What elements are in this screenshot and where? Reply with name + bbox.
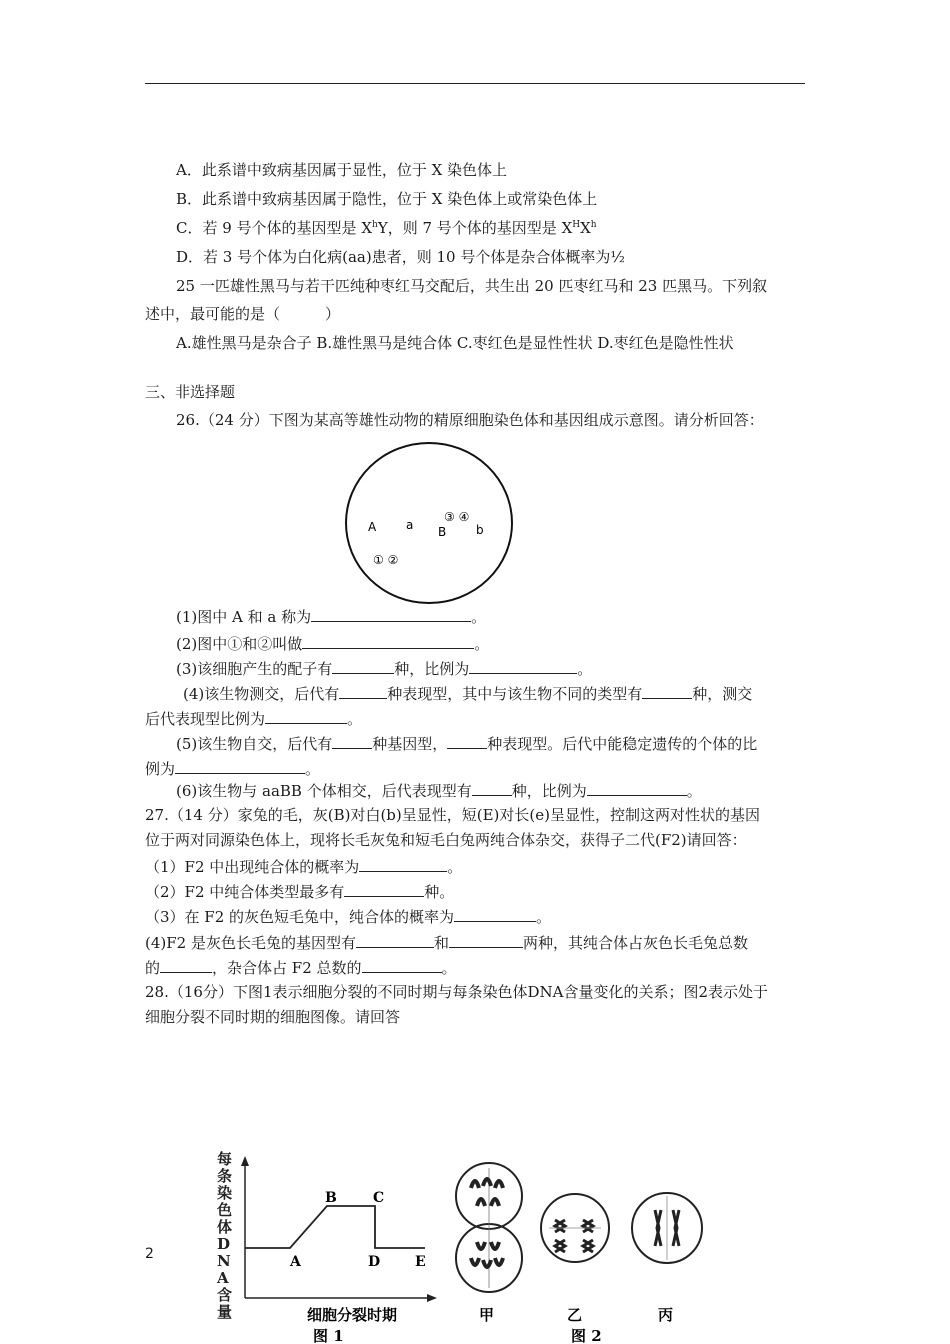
figure-1-caption: 图 1 <box>313 1327 344 1344</box>
y-axis-label-char: 体 <box>217 1218 233 1236</box>
chromosome-3-4-labels: ③ ④ <box>444 510 470 524</box>
q26-stem: 26.（24 分）下图为某高等雄性动物的精原细胞染色体和基因组成示意图。请分析回答： <box>176 411 764 429</box>
y-axis-label <box>216 1150 232 1321</box>
q24-option-d: D．若 3 号个体为白化病(aa)患者，则 10 号个体是杂合体概率为½ <box>176 248 625 266</box>
header-rule <box>145 83 805 84</box>
q27-q3: （3）在 F2 的灰色短毛兔中，纯合体的概率为 。 <box>145 908 552 926</box>
q26-p5: (5)该生物自交，后代有 种基因型， 种表现型。后代中能稳定遗传的个体的比 <box>176 735 758 753</box>
y-axis-label-char: 含 <box>217 1286 233 1304</box>
y-axis-label-char: D <box>217 1235 231 1253</box>
allele-b: b <box>476 523 484 537</box>
chromosome-1-2-labels: ① ② <box>373 553 399 567</box>
dna-content-line <box>245 1206 425 1248</box>
q25-stem-line2: 述中，最可能的是（ ） <box>145 305 341 323</box>
point-A-label: A <box>290 1254 301 1270</box>
q27-stem-line2: 位于两对同源染色体上，现将长毛灰兔和短毛白兔两纯合体杂交，获得子二代(F2)请回答： <box>145 831 747 849</box>
y-axis-label-char: A <box>217 1269 229 1287</box>
point-B-label: B <box>325 1190 337 1206</box>
point-C-label: C <box>373 1190 385 1206</box>
q25-options: A.雄性黑马是杂合子 B.雄性黑马是纯合体 C.枣红色是显性性状 D.枣红色是隐性性状 <box>176 334 734 352</box>
figure-2-cell-bing <box>632 1193 702 1324</box>
q24-option-b: B．此系谱中致病基因属于隐性，位于 X 染色体上或常染色体上 <box>176 190 598 208</box>
x-axis-arrow <box>427 1294 437 1302</box>
cell-jia-label: 甲 <box>479 1306 495 1324</box>
sperm-cell-diagram <box>343 440 519 606</box>
q26-p5-cont: 例为 。 <box>145 760 321 778</box>
y-axis-label-char: 量 <box>217 1303 233 1321</box>
q27-q2: （2）F2 中纯合体类型最多有 种。 <box>145 883 455 901</box>
q26-p2: (2)图中①和②叫做 。 <box>176 635 490 653</box>
y-axis-label-char: 每 <box>217 1150 233 1168</box>
figure-2-cell-yi <box>541 1194 609 1324</box>
q25-stem-line1: 25 一匹雄性黑马与若干匹纯种枣红马交配后，共生出 20 匹枣红马和 23 匹黑马。下列叙 <box>176 277 768 295</box>
y-axis-label-char: 色 <box>217 1201 233 1219</box>
figure-1-graph <box>216 1150 437 1344</box>
q24-option-c: C．若 9 号个体的基因型是 $X^hY$，则 7 号个体的基因型是 $X^HX^h$ <box>176 219 597 237</box>
y-axis-label-char: 染 <box>217 1184 233 1202</box>
q26-p4-cont: 后代表现型比例为 。 <box>145 710 363 728</box>
q24-option-a: A．此系谱中致病基因属于显性，位于 X 染色体上 <box>176 161 508 179</box>
figure-2-cell-jia <box>456 1163 522 1324</box>
q26-p6: (6)该生物与 aaBB 个体相交，后代表现型有 种，比例为 。 <box>176 782 702 800</box>
q26-p1: (1)图中 A 和 a 称为 。 <box>176 608 487 626</box>
q28-stem-line1: 28.（16分）下图1表示细胞分裂的不同时期与每条染色体DNA含量变化的关系；图2表示处于 <box>145 983 769 1001</box>
figure-2-caption: 图 2 <box>571 1327 602 1344</box>
allele-a: a <box>406 518 414 532</box>
q27-q4-cont: 的 ，杂合体占 F2 总数的 。 <box>145 959 457 977</box>
cell-yi-label: 乙 <box>567 1306 583 1324</box>
y-axis-arrow <box>241 1156 249 1166</box>
allele-A: A <box>368 520 377 534</box>
q27-q1: （1）F2 中出现纯合体的概率为 。 <box>145 858 463 876</box>
q28-stem-line2: 细胞分裂不同时期的细胞图像。请回答 <box>145 1008 401 1026</box>
cell-bing-label: 丙 <box>658 1306 674 1324</box>
point-D-label: D <box>368 1254 381 1270</box>
q26-p3: (3)该细胞产生的配子有 种，比例为 。 <box>176 660 593 678</box>
section-heading: 三、非选择题 <box>145 383 236 401</box>
cell-division-figures <box>215 1148 735 1344</box>
q26-p4: (4)该生物测交，后代有 种表现型，其中与该生物不同的类型有 种，测交 <box>183 685 753 703</box>
page-number: 2 <box>145 1246 154 1262</box>
q27-stem-line1: 27.（14 分）家兔的毛，灰(B)对白(b)呈显性，短(E)对长(e)呈显性，控制这两对性状的基因 <box>145 806 760 824</box>
y-axis-label-char: 条 <box>217 1167 233 1185</box>
allele-B: B <box>438 525 447 539</box>
x-axis-label: 细胞分裂时期 <box>307 1306 398 1324</box>
y-axis-label-char: N <box>217 1252 231 1270</box>
point-E-label: E <box>415 1254 426 1270</box>
y-axis-label-text <box>216 1150 232 1321</box>
q27-q4: (4)F2 是灰色长毛兔的基因型有 和 两种，其纯合体占灰色长毛兔总数 <box>145 934 748 952</box>
